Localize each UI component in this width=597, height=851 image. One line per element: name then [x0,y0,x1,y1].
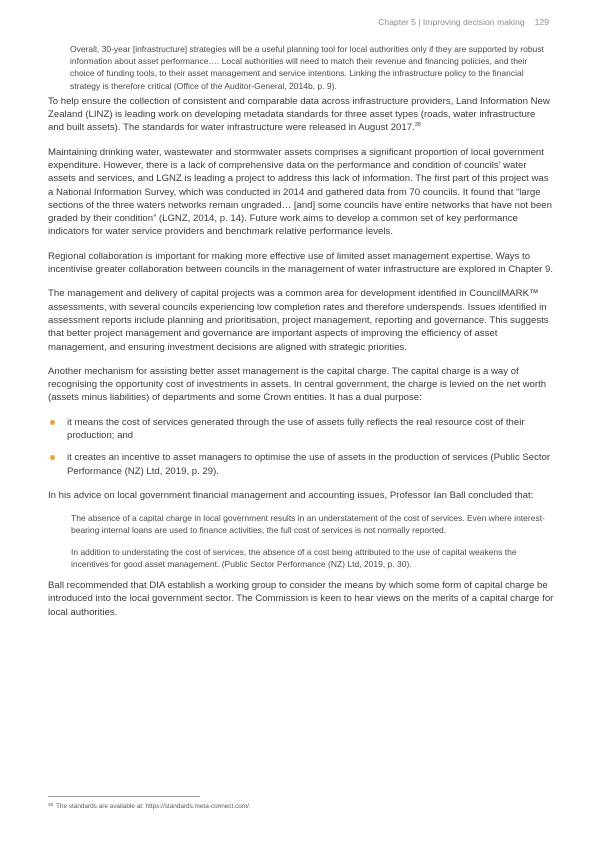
paragraph-capital-projects: The management and delivery of capital projects was a common area for development identified in CouncilMARK™ assessments, with several councils experiencing low completion rates and therefore underspends. Issues identified in assessment reports include planning and prioritisation, project management, reporting and governance. This suggests that better project management and governance are important aspects of improving the efficiency of asset management, and ensuring investment decisions are aligned with strategic priorities. [48,288,549,353]
footnote-text[interactable]: The standards are available at: https://standards.meta-connect.com/. [56,803,251,810]
paragraph-ball-recommendation: Ball recommended that DIA establish a working group to consider the means by which some form of capital charge be introduced into the local government sector. The Commission is keen to hear views on the merits of a capital charge for local authorities. [48,580,554,618]
list-item [48,416,554,443]
page-content [48,43,554,630]
quote-paragraph: In addition to understating the cost of services, the absence of a cost being attributed to the use of capital weakens the incentives for good asset management. (Public Sector Performance (NZ) Ltd, 2019, p. 30). [71,546,517,569]
quote-paragraph: The absence of a capital charge in local government results in an understatement of the cost of services. Even where interest-bearing internal loans are used to finance activities, the full cost of services is not normally reported. [71,513,545,536]
block-quote-oag [48,43,554,92]
footnote [48,803,251,810]
paragraph-capital-charge: Another mechanism for assisting better asset management is the capital charge. The capital charge is a way of recognising the opportunity cost of investments in assets. In central government, the charge is levied on the net worth (assets minus liabilities) of departments and some Crown entities. It has a dual purpose: [48,365,547,404]
quote-text: Overall, 30-year [infrastructure] strategies will be a useful planning tool for local authorities only if they are supported by robust information about asset performance…. Local authorities will need to match their revenue and financing policies, and their choice of funding tools, to their asset management and service intentions. Linking the infrastructure policy to the financial strategy is therefore critical (Office of the Auditor-General, 2014b, p. 9). [70,44,544,91]
paragraph-regional-collaboration: Regional collaboration is important for making more effective use of limited asset management expertise. Ways to incentivise greater collaboration between councils in the management of water infrastructure are explored in Chapter 9. [48,250,554,276]
bullet-list-dual-purpose [48,416,554,478]
paragraph-ball-intro: In his advice on local government financial management and accounting issues, Professor Ian Ball concluded that: [48,489,534,501]
chapter-title: Chapter 5 | Improving decision making [378,17,525,27]
page-number: 129 [534,17,549,27]
footnote-number: 38 [48,802,54,807]
paragraph-linz-text: To help ensure the collection of consistent and comparable data across infrastructure providers, Land Information New Zealand (LINZ) is leading work on developing metadata standards for three asset types (roads, water infrastructure and built assets). The standards for water infrastructure were released in August 2017. [48,95,550,134]
bullet-dot-icon [50,455,55,460]
bullet-dot-icon [50,420,55,425]
footnote-divider [48,796,200,797]
block-quote-ball [48,512,554,570]
page-header [378,17,549,27]
paragraph-water-assets: Maintaining drinking water, wastewater and stormwater assets comprises a significant proportion of local government expenditure. However, there is a lack of comprehensive data on the performance and condition of councils’ water assets and services, and LGNZ is leading a project to address this lack of information. The first part of this project was a National Information Survey, which was conducted in 2014 and gathered data from 70 councils. It found that “large sections of the three waters networks remain ungraded… [and] some councils have entire networks that have not been graded by their condition” (LGNZ, 2014, p. 14). Future work aims to develop a common set of key performance indicators for water service providers and benchmark relative performance levels. [48,146,552,238]
list-item [48,451,554,478]
list-item-text: it creates an incentive to asset managers to optimise the use of assets in the production of services (Public Sector Performance (NZ) Ltd, 2019, p. 29). [67,452,551,477]
paragraph-linz [48,95,554,135]
list-item-text: it means the cost of services generated through the use of assets fully reflects the real resource cost of their production; and [67,416,525,442]
footnote-reference[interactable]: 38 [414,122,421,129]
